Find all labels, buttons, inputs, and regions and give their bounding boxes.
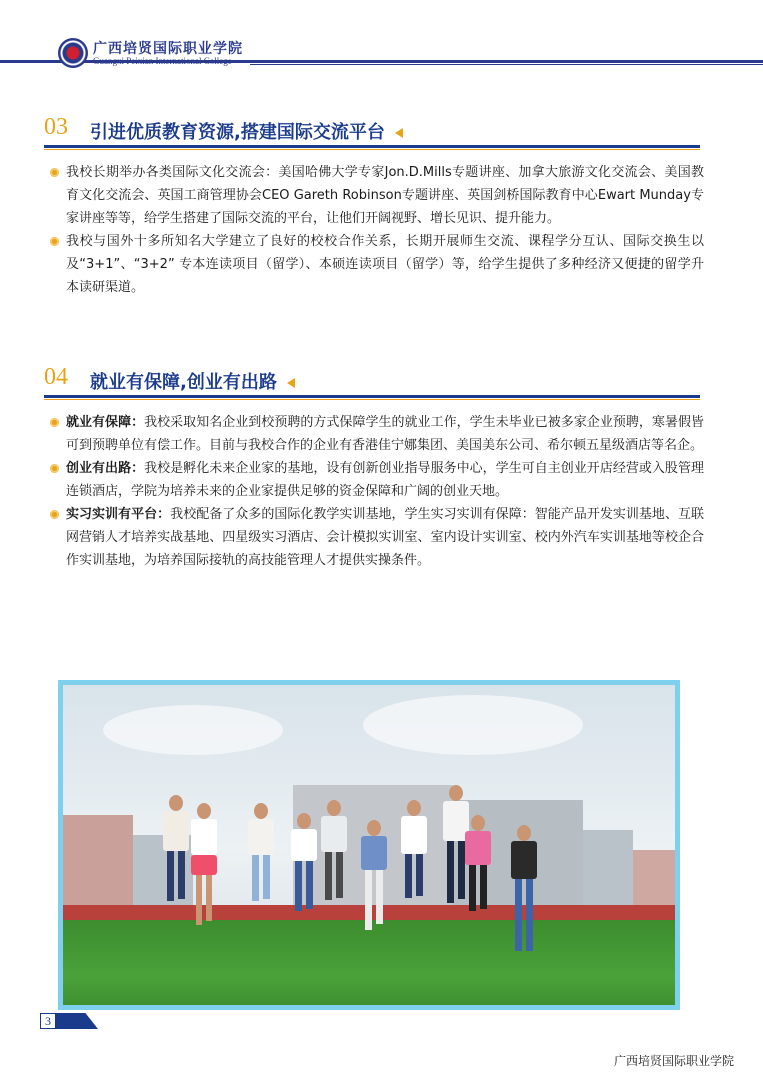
school-name-en: Guangxi Peixian International College	[93, 56, 232, 66]
item-text: 我校采取知名企业到校预聘的方式保障学生的就业工作，学生未毕业已被多家企业预聘，寒暑假皆可到预聘单位有偿工作。目前与我校合作的企业有香港佳宁娜集团、美国美东公司、希尔顿五星级酒店等名企。	[66, 415, 704, 453]
section-rule	[44, 145, 700, 148]
photo-cloud	[103, 705, 283, 755]
section-04	[44, 364, 704, 572]
person-leg	[376, 870, 383, 924]
person-head	[471, 815, 485, 831]
person-head	[169, 795, 183, 811]
person-leg	[365, 870, 372, 930]
photo-building	[583, 830, 633, 910]
person-head	[367, 820, 381, 836]
list-item	[44, 457, 704, 503]
person-torso	[321, 816, 347, 852]
person-head	[254, 803, 268, 819]
person-torso	[163, 811, 189, 851]
page-header	[0, 28, 763, 78]
person-leg	[263, 855, 270, 899]
person-head	[297, 813, 311, 829]
person-leg	[405, 854, 412, 898]
bullet-icon	[50, 418, 59, 427]
bullet-icon	[50, 168, 59, 177]
person-head	[517, 825, 531, 841]
section-title-text: 引进优质教育资源,搭建国际交流平台	[90, 122, 385, 143]
person-shorts	[191, 855, 217, 875]
section-rule-accent	[44, 149, 700, 150]
person-torso	[401, 816, 427, 854]
students-jumping-photo	[58, 680, 680, 1010]
item-lead: 创业有出路：	[66, 461, 145, 476]
photo-cloud	[363, 695, 583, 755]
page-number: 3	[40, 1013, 56, 1029]
person-torso	[191, 819, 217, 855]
college-seal-icon	[58, 38, 88, 68]
person-leg	[252, 855, 259, 901]
person-leg	[416, 854, 423, 896]
person-leg	[336, 852, 343, 898]
person-leg	[196, 875, 202, 925]
person-leg	[306, 861, 313, 909]
item-lead: 就业有保障：	[66, 415, 145, 430]
section-number: 04	[44, 364, 68, 390]
person-leg	[469, 865, 476, 911]
section-heading	[44, 114, 704, 144]
person-head	[449, 785, 463, 801]
school-name-cn: 广西培贤国际职业学院	[93, 41, 243, 57]
person-torso	[511, 841, 537, 879]
section-heading	[44, 364, 704, 394]
person-leg	[515, 879, 522, 951]
arrow-left-icon	[287, 378, 295, 388]
section-title	[90, 368, 295, 394]
photo-building	[63, 815, 133, 910]
section-number: 03	[44, 114, 68, 140]
person-leg	[178, 851, 185, 899]
item-text: 我校与国外十多所知名大学建立了良好的校校合作关系，长期开展师生交流、课程学分互认、国际交换生以及“3+1”、“3+2” 专本连读项目（留学）、本硕连读项目（留学）等，给学生提供了多种经济又便捷的留学升本读研渠道。	[66, 234, 704, 295]
person-leg	[458, 841, 465, 899]
page-number-tab	[56, 1013, 98, 1029]
person-torso	[465, 831, 491, 865]
list-item	[44, 411, 704, 457]
bullet-icon	[50, 464, 59, 473]
section-rule	[44, 395, 700, 398]
person-leg	[167, 851, 174, 901]
person-torso	[248, 819, 274, 855]
item-lead: 实习实训有平台：	[66, 507, 171, 522]
person-head	[327, 800, 341, 816]
person-leg	[325, 852, 332, 900]
item-text: 我校配备了众多的国际化教学实训基地，学生实习实训有保障：智能产品开发实训基地、互联网营销人才培养实战基地、四星级实习酒店、会计模拟实训室、室内设计实训室、校内外汽车实训基地等校企合作实训基地，为培养国际接轨的高技能管理人才提供实操条件。	[66, 507, 704, 568]
person-leg	[206, 875, 212, 921]
person-leg	[526, 879, 533, 951]
person-head	[407, 800, 421, 816]
person-head	[197, 803, 211, 819]
person-torso	[291, 829, 317, 861]
header-rule-thin	[250, 64, 763, 65]
photo-building	[633, 850, 675, 910]
footer-school-name: 广西培贤国际职业学院	[614, 1054, 735, 1068]
person-torso	[361, 836, 387, 870]
list-item	[44, 503, 704, 572]
item-text: 我校长期举办各类国际文化交流会：美国哈佛大学专家Jon.D.Mills专题讲座、加拿大旅游文化交流会、美国教育文化交流会、英国工商管理协会CEO Gareth Robinson专题讲座、英国剑桥国际教育中心Ewart Munday专家讲座等等，给学生搭建了国际交流的平台，让他们开阔视野、增长见识、提升能力。	[66, 165, 704, 226]
section-title	[90, 118, 403, 144]
list-item	[44, 230, 704, 299]
section-rule-accent	[44, 399, 700, 400]
item-text: 我校是孵化未来企业家的基地，设有创新创业指导服务中心，学生可自主创业开店经营或入股管理连锁酒店，学院为培养未来的企业家提供足够的资金保障和广阔的创业天地。	[66, 461, 704, 499]
person-leg	[480, 865, 487, 909]
list-item	[44, 161, 704, 230]
arrow-left-icon	[395, 128, 403, 138]
bullet-icon	[50, 510, 59, 519]
bullet-icon	[50, 237, 59, 246]
photo-grass-field	[63, 920, 675, 1010]
section-title-text: 就业有保障,创业有出路	[90, 372, 277, 393]
person-leg	[295, 861, 302, 911]
person-leg	[447, 841, 454, 903]
section-03	[44, 114, 704, 299]
